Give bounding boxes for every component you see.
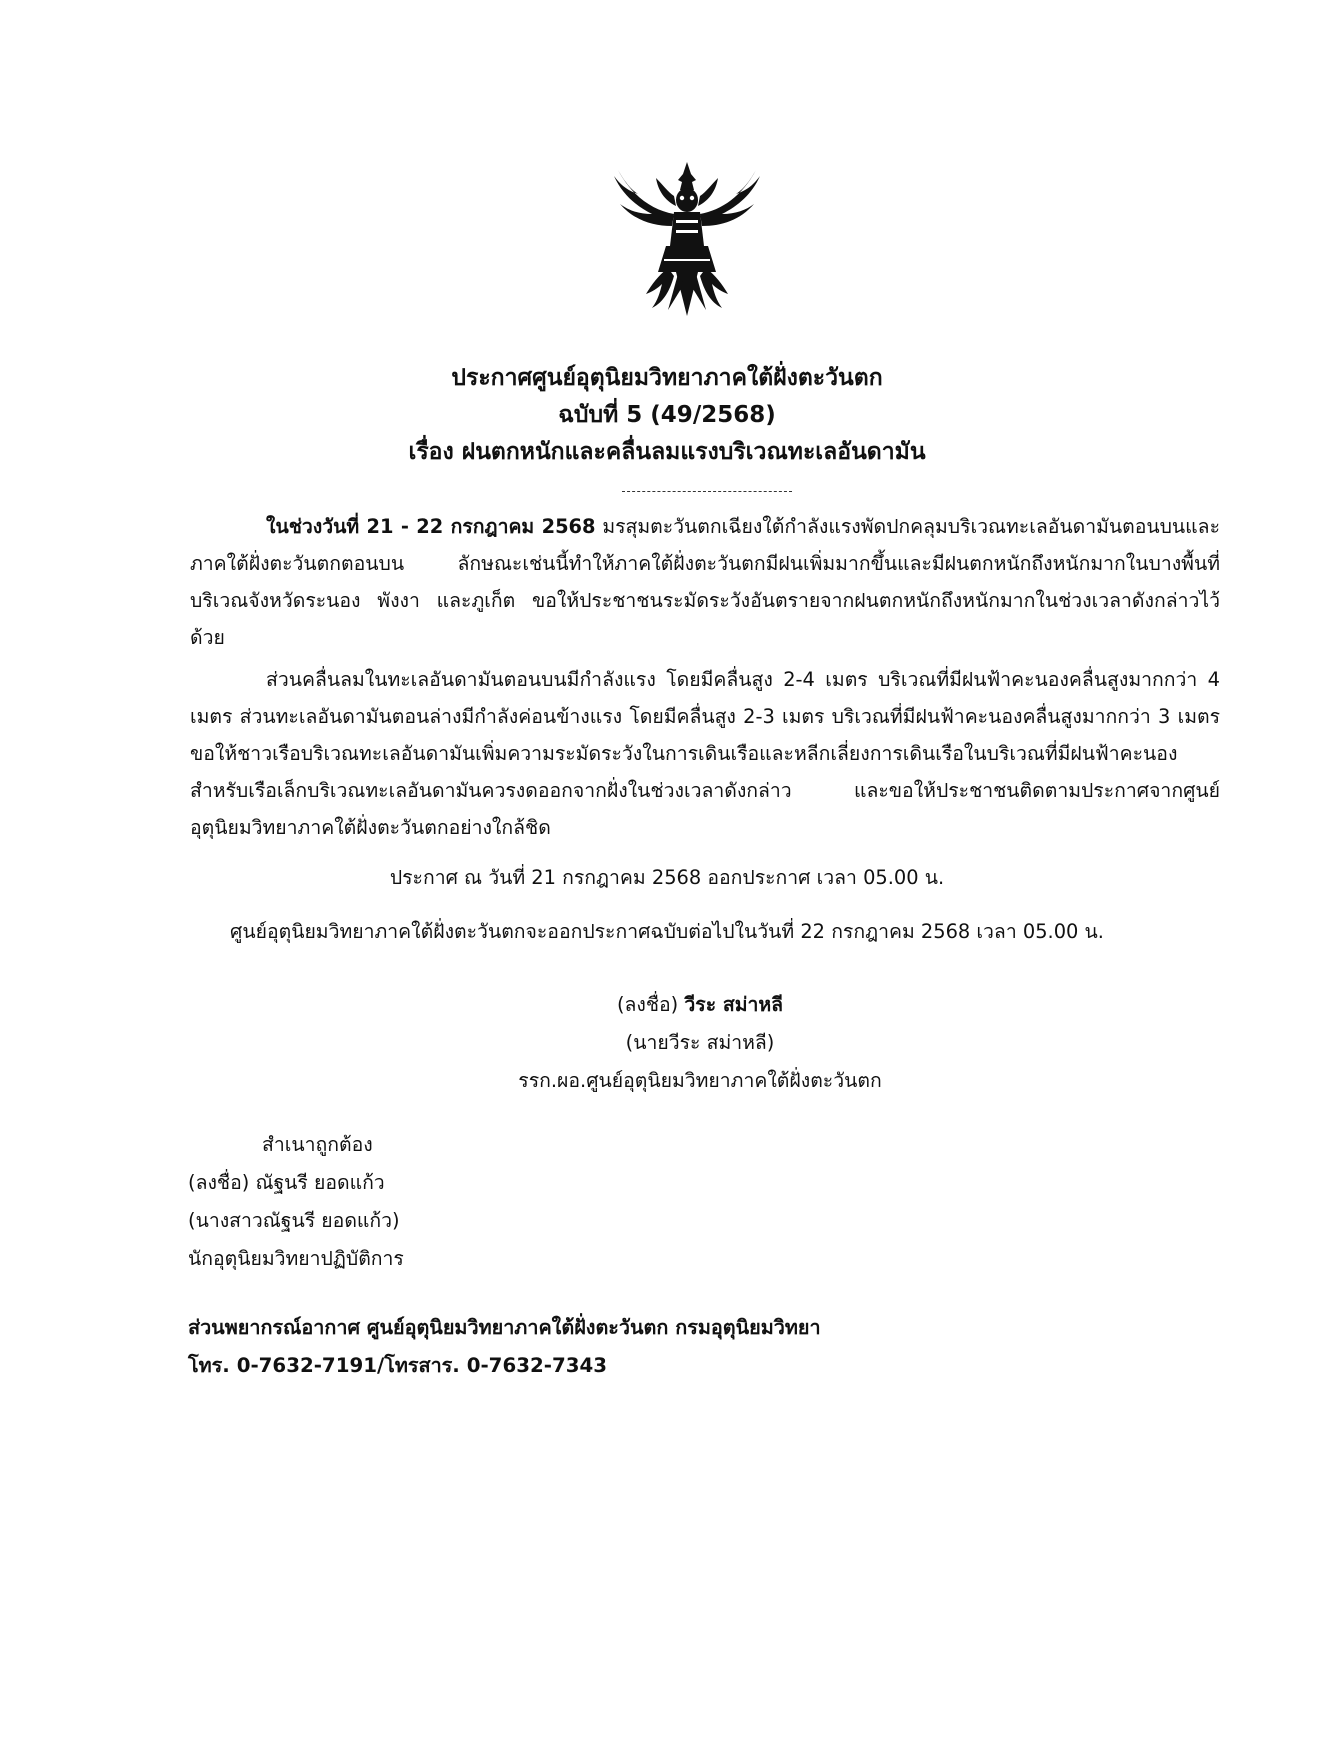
- garuda-emblem-icon: [612, 160, 762, 320]
- paragraph-waves: ส่วนคลื่นลมในทะเลอันดามันตอนบนมีกำลังแรง โดยมีคลื่นสูง 2-4 เมตร บริเวณที่มีฝนฟ้าคะนองคลื่นสูงมากกว่า 4 เมตร ส่วนทะเลอันดามันตอนล่างมีกำลังค่อนข้างแรง โดยมีคลื่นสูง 2-3 เมตร บริเวณที่มีฝนฟ้าคะนองคลื่นสูงมากกว่า 3 เมตร ขอให้ชาวเรือบริเวณทะเลอันดามันเพิ่มความระมัดระวังในการเดินเรือและหลีกเลี่ยงการเดินเรือในบริเวณที่มีฝนฟ้าคะนอง สำหรับเรือเล็กบริเวณทะเลอันดามันควรงดออกจากฝั่งในช่วงเวลาดังกล่าว และขอให้ประชาชนติดตามประกาศจากศูนย์อุตุนิยมวิทยาภาคใต้ฝั่งตะวันตกอย่างใกล้ชิด: [190, 668, 1220, 839]
- signature-prefix: (ลงชื่อ): [616, 993, 685, 1016]
- announcement-body: [190, 508, 1220, 851]
- issued-datetime: ประกาศ ณ วันที่ 21 กรกฎาคม 2568 ออกประกาศ เวลา 05.00 น.: [389, 866, 945, 889]
- certified-copy-block: [188, 1126, 404, 1278]
- paragraph-rain-text: มรสุมตะวันตกเฉียงใต้กำลังแรงพัดปกคลุมบริเวณทะเลอันดามันตอนบนและภาคใต้ฝั่งตะวันตกตอนบน ลักษณะเช่นนี้ทำให้ภาคใต้ฝั่งตะวันตกมีฝนเพิ่มมากขึ้นและมีฝนตกหนักถึงหนักมากในบางพื้นที่ บริเวณจังหวัดระนอง พังงา และภูเก็ต ขอให้ประชาชนระมัดระวังอันตรายจากฝนตกหนักถึงหนักมากในช่วงเวลาดังกล่าวไว้ด้วย: [190, 515, 1220, 649]
- next-announcement: ศูนย์อุตุนิยมวิทยาภาคใต้ฝั่งตะวันตกจะออกประกาศฉบับต่อไปในวันที่ 22 กรกฎาคม 2568 เวลา 05.00 น.: [230, 920, 1104, 943]
- certified-copy-label: สำเนาถูกต้อง: [262, 1133, 373, 1156]
- paragraph-rain: [190, 508, 1220, 656]
- title-divider: [622, 491, 792, 492]
- certified-copy-position: นักอุตุนิยมวิทยาปฏิบัติการ: [188, 1247, 404, 1270]
- signer-full-name: (นายวีระ สม่าหลี): [625, 1031, 775, 1054]
- footer-phone-fax: โทร. 0-7632-7191/โทรสาร. 0-7632-7343: [188, 1354, 607, 1377]
- title-line-1: ประกาศศูนย์อุตุนิยมวิทยาภาคใต้ฝั่งตะวันตก: [451, 365, 883, 391]
- signature-name: วีระ สม่าหลี: [684, 993, 784, 1016]
- title-line-2: ฉบับที่ 5 (49/2568): [558, 402, 776, 428]
- title-line-3: เรื่อง ฝนตกหนักและคลื่นลมแรงบริเวณทะเลอันดามัน: [408, 439, 926, 465]
- paragraph-rain-lead: ในช่วงวันที่ 21 - 22 กรกฎาคม 2568: [266, 515, 596, 538]
- footer-contact: [188, 1309, 821, 1385]
- certified-copy-full-name: (นางสาวณัฐนรี ยอดแก้ว): [188, 1209, 400, 1232]
- signer-position: รรก.ผอ.ศูนย์อุตุนิยมวิทยาภาคใต้ฝั่งตะวันตก: [518, 1069, 882, 1092]
- footer-department: ส่วนพยากรณ์อากาศ ศูนย์อุตุนิยมวิทยาภาคใต้ฝั่งตะวันตก กรมอุตุนิยมวิทยา: [188, 1316, 821, 1339]
- certified-copy-signed: (ลงชื่อ) ณัฐนรี ยอดแก้ว: [188, 1171, 385, 1194]
- signature-block: [420, 986, 980, 1100]
- announcement-title: [150, 360, 1184, 471]
- signature-line: [420, 986, 980, 1024]
